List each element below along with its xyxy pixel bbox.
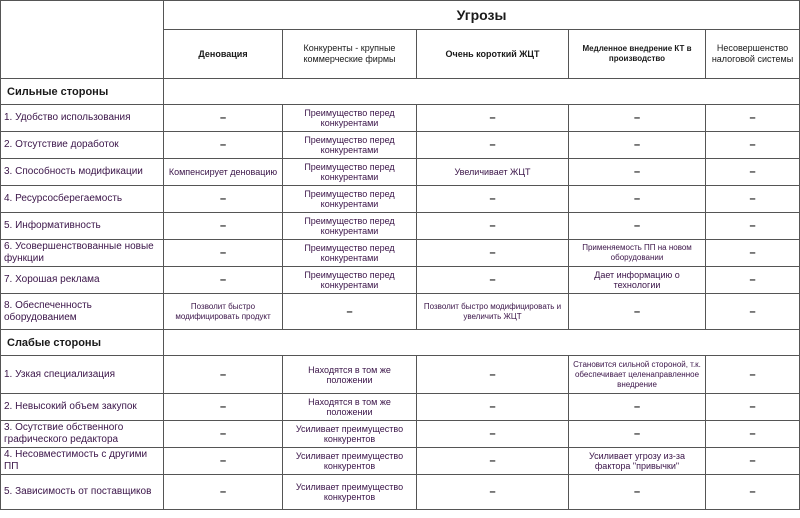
column-header: Медленное внедрение КТ в производство <box>569 30 706 79</box>
table-cell: – <box>417 448 569 475</box>
table-cell: – <box>706 421 800 448</box>
row-label: 2. Невысокий объем закупок <box>1 394 164 421</box>
table-cell: Преимущество перед конкурентами <box>283 240 417 267</box>
table-row <box>1 475 800 510</box>
table-cell: Позволит быстро модифицировать продукт <box>164 294 283 330</box>
row-label: 3. Осутствие обственного графического редактора <box>1 421 164 448</box>
table-cell: – <box>706 356 800 394</box>
corner-cell <box>1 1 164 79</box>
table-cell: – <box>706 475 800 510</box>
section-title: Сильные стороны <box>1 79 164 105</box>
table-row <box>1 267 800 294</box>
table-cell: – <box>164 356 283 394</box>
row-label: 1. Узкая специализация <box>1 356 164 394</box>
table-cell: – <box>706 105 800 132</box>
table-cell: Преимущество перед конкурентами <box>283 159 417 186</box>
table-cell: – <box>569 294 706 330</box>
table-cell: – <box>417 213 569 240</box>
row-label: 8. Обеспеченность оборудованием <box>1 294 164 330</box>
table-cell: – <box>417 267 569 294</box>
table-cell: – <box>706 267 800 294</box>
table-cell: Компенсирует деновацию <box>164 159 283 186</box>
table-cell: Преимущество перед конкурентами <box>283 105 417 132</box>
section-row-strengths <box>1 79 800 105</box>
table-cell: – <box>164 240 283 267</box>
table-cell: – <box>417 240 569 267</box>
table-cell: Усиливает преимущество конкурентов <box>283 475 417 510</box>
table-cell: – <box>417 186 569 213</box>
table-cell: – <box>164 105 283 132</box>
table-cell: Позволит быстро модифицировать и увеличить ЖЦТ <box>417 294 569 330</box>
table-cell: Становится сильной стороной, т.к. обеспечивает целенаправленное внедрение <box>569 356 706 394</box>
table-cell: Преимущество перед конкурентами <box>283 132 417 159</box>
table-cell: – <box>164 267 283 294</box>
table-cell: Увеличивает ЖЦТ <box>417 159 569 186</box>
table-cell: – <box>706 240 800 267</box>
table-cell: – <box>706 394 800 421</box>
section-row-weaknesses <box>1 330 800 356</box>
table-cell: – <box>569 475 706 510</box>
row-label: 4. Ресурсосберегаемость <box>1 186 164 213</box>
table-row <box>1 394 800 421</box>
column-header: Несовершенство налоговой системы <box>706 30 800 79</box>
row-label: 4. Несовместимость с другими ПП <box>1 448 164 475</box>
table-cell: – <box>417 105 569 132</box>
table-cell: – <box>569 394 706 421</box>
title-row <box>1 1 800 30</box>
table-cell: Усиливает угрозу из-за фактора "привычки" <box>569 448 706 475</box>
table-cell: – <box>569 159 706 186</box>
table-row <box>1 105 800 132</box>
table-row <box>1 186 800 213</box>
section-title: Слабые стороны <box>1 330 164 356</box>
table-cell: Преимущество перед конкурентами <box>283 213 417 240</box>
table-row <box>1 240 800 267</box>
table-cell: Дает информацию о технологии <box>569 267 706 294</box>
table-cell: – <box>569 421 706 448</box>
table-cell: Усиливает преимущество конкурентов <box>283 421 417 448</box>
table-cell: – <box>706 448 800 475</box>
table-cell: – <box>706 186 800 213</box>
table-row <box>1 356 800 394</box>
table-cell: – <box>569 132 706 159</box>
table-cell: – <box>417 394 569 421</box>
table-cell: – <box>164 213 283 240</box>
table-cell: Усиливает преимущество конкурентов <box>283 448 417 475</box>
table-cell: – <box>417 132 569 159</box>
row-label: 6. Усовершенствованные новые функции <box>1 240 164 267</box>
table-cell: – <box>164 448 283 475</box>
table-cell: – <box>706 294 800 330</box>
row-label: 5. Зависимость от поставщиков <box>1 475 164 510</box>
row-label: 1. Удобство использования <box>1 105 164 132</box>
table-cell: – <box>417 421 569 448</box>
column-header: Конкуренты - крупные коммерческие фирмы <box>283 30 417 79</box>
table-row <box>1 421 800 448</box>
row-label: 7. Хорошая реклама <box>1 267 164 294</box>
table-cell: – <box>164 475 283 510</box>
table-row <box>1 448 800 475</box>
column-header: Очень короткий ЖЦТ <box>417 30 569 79</box>
row-label: 3. Способность модификации <box>1 159 164 186</box>
table-cell: – <box>164 186 283 213</box>
section-filler <box>164 79 800 105</box>
table-cell: – <box>164 394 283 421</box>
table-cell: Преимущество перед конкурентами <box>283 186 417 213</box>
table-cell: – <box>283 294 417 330</box>
table-row <box>1 132 800 159</box>
table-cell: Находятся в том же положении <box>283 394 417 421</box>
table-cell: – <box>417 356 569 394</box>
table-cell: – <box>569 186 706 213</box>
row-label: 5. Информативность <box>1 213 164 240</box>
section-filler <box>164 330 800 356</box>
table-row <box>1 159 800 186</box>
table-cell: – <box>417 475 569 510</box>
table-cell: – <box>569 105 706 132</box>
table-cell: – <box>706 213 800 240</box>
table-row <box>1 294 800 330</box>
table-cell: – <box>706 159 800 186</box>
table-row <box>1 213 800 240</box>
table-cell: Преимущество перед конкурентами <box>283 267 417 294</box>
table-cell: – <box>569 213 706 240</box>
table-cell: Находятся в том же положении <box>283 356 417 394</box>
table-title: Угрозы <box>164 1 800 30</box>
table-cell: – <box>706 132 800 159</box>
row-label: 2. Отсутствие доработок <box>1 132 164 159</box>
table-cell: Применяемость ПП на новом оборудовании <box>569 240 706 267</box>
table-cell: – <box>164 132 283 159</box>
table-cell: – <box>164 421 283 448</box>
column-header: Деновация <box>164 30 283 79</box>
